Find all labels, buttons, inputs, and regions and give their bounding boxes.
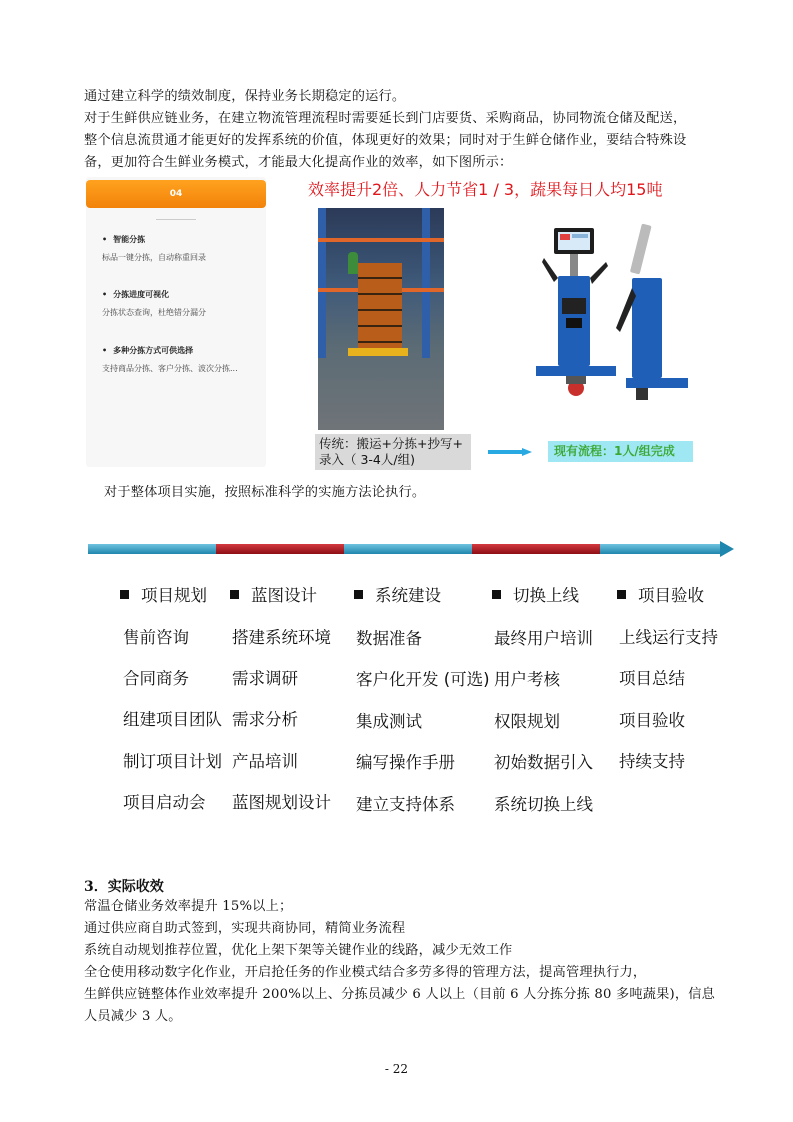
traditional-line: 录入（ 3-4人/组) xyxy=(319,452,415,467)
phase-task: 系统切换上线 xyxy=(494,795,593,814)
card-number-header: 04 xyxy=(86,180,266,208)
square-bullet-icon xyxy=(492,590,501,599)
phase-task: 需求调研 xyxy=(232,669,298,688)
feature-desc: 标品一键分拣，自动称重回录 xyxy=(102,253,206,262)
phase-segment xyxy=(88,544,216,554)
phase-header xyxy=(230,582,317,606)
phase-task: 蓝图规划设计 xyxy=(232,793,331,812)
traditional-process-box xyxy=(315,434,471,470)
phase-title: 切换上线 xyxy=(513,586,579,605)
result-line: 系统自动规划推荐位置，优化上架下架等关键作业的线路，减少无效工作 xyxy=(84,943,513,958)
rack-post xyxy=(318,208,326,358)
phase-task: 建立支持体系 xyxy=(356,795,455,814)
phase-header xyxy=(354,582,441,606)
phase-title: 系统建设 xyxy=(375,586,441,605)
feature-title: • 多种分拣方式可供选择 xyxy=(102,345,238,356)
result-line: 生鲜供应链整体作业效率提升 200%以上、分拣员减少 6 人以上（目前 6 人分拣分拣 80 多吨蔬果)，信息 xyxy=(84,987,716,1002)
phase-task: 上线运行支持 xyxy=(619,628,718,647)
intro-line: 通过建立科学的绩效制度，保持业务长期稳定的运行。 xyxy=(84,89,406,104)
feature-item xyxy=(102,345,238,374)
traditional-line: 传统：搬运+分拣+抄写+ xyxy=(319,436,463,451)
phase-task: 制订项目计划 xyxy=(123,752,222,771)
phase-task: 产品培训 xyxy=(232,752,298,771)
feature-desc: 支持商品分拣、客户分拣、波次分拣... xyxy=(102,364,238,373)
phase-task: 编写操作手册 xyxy=(356,753,455,772)
phase-task: 搭建系统环境 xyxy=(232,628,331,647)
phase-task: 权限规划 xyxy=(494,712,560,731)
page-number: - 22 xyxy=(384,1062,409,1076)
feature-item xyxy=(102,234,206,263)
pallet-jack xyxy=(348,348,408,356)
phase-title: 蓝图设计 xyxy=(251,586,317,605)
phase-segment xyxy=(344,544,472,554)
phase-header xyxy=(492,582,579,606)
intro-line: 对于生鲜供应链业务，在建立物流管理流程时需要延长到门店要货、采购商品，协同物流仓储及配送， xyxy=(84,111,687,126)
worker-figure xyxy=(348,252,358,274)
phase-task: 需求分析 xyxy=(232,710,298,729)
phase-header xyxy=(617,582,704,606)
arrow-right-icon xyxy=(488,448,532,456)
phase-task: 项目启动会 xyxy=(123,793,206,812)
phase-task: 售前咨询 xyxy=(123,628,189,647)
phase-segment xyxy=(600,544,722,554)
phase-task: 集成测试 xyxy=(356,712,422,731)
result-line: 通过供应商自助式签到，实现共商协同，精简业务流程 xyxy=(84,921,406,936)
phase-title: 项目规划 xyxy=(141,586,207,605)
intro-paragraph xyxy=(84,86,714,174)
current-process-box: 现有流程：1人/组完成 xyxy=(548,441,693,462)
phase-task: 客户化开发 (可选) xyxy=(356,670,490,689)
phase-task: 项目总结 xyxy=(619,669,685,688)
phase-title: 项目验收 xyxy=(638,586,704,605)
phase-task: 最终用户培训 xyxy=(494,629,593,648)
feature-title: • 智能分拣 xyxy=(102,234,206,245)
phase-task: 用户考核 xyxy=(494,670,560,689)
square-bullet-icon xyxy=(354,590,363,599)
phase-task: 初始数据引入 xyxy=(494,753,593,772)
warehouse-photo xyxy=(318,208,444,430)
result-line: 人员减少 3 人。 xyxy=(84,1009,182,1024)
results-paragraph xyxy=(84,896,714,1028)
crate-stack xyxy=(358,263,402,355)
result-line: 常温仓储业务效率提升 15%以上； xyxy=(84,899,293,914)
figure-headline: 效率提升2倍、人力节省1 / 3，蔬果每日人均15吨 xyxy=(308,180,663,199)
methodology-line: 对于整体项目实施，按照标准科学的实施方法论执行。 xyxy=(104,485,426,500)
square-bullet-icon xyxy=(120,590,129,599)
section-title: 3．实际收效 xyxy=(84,879,164,895)
phase-task: 持续支持 xyxy=(619,752,685,771)
phase-task: 合同商务 xyxy=(123,669,189,688)
feature-card xyxy=(86,177,266,467)
feature-item xyxy=(102,289,206,318)
square-bullet-icon xyxy=(230,590,239,599)
square-bullet-icon xyxy=(617,590,626,599)
phase-segment xyxy=(216,544,344,554)
phase-task: 组建项目团队 xyxy=(123,710,222,729)
intro-line: 备，更加符合生鲜业务模式，才能最大化提高作业的效率，如下图所示： xyxy=(84,155,513,170)
rack-beam xyxy=(318,238,444,242)
phase-segment xyxy=(472,544,600,554)
feature-desc: 分拣状态查询，杜绝错分漏分 xyxy=(102,308,206,317)
phase-task: 项目验收 xyxy=(619,711,685,730)
rack-post xyxy=(422,208,430,358)
phase-task: 数据准备 xyxy=(356,629,422,648)
result-line: 全仓使用移动数字化作业，开启抢任务的作业模式结合多劳多得的管理方法，提高管理执行力， xyxy=(84,965,647,980)
sorting-machine-image xyxy=(536,218,688,408)
feature-title: • 分拣进度可视化 xyxy=(102,289,206,300)
phase-timeline-bar xyxy=(88,541,734,557)
intro-line: 整个信息流贯通才能更好的发挥系统的价值，体现更好的效果；同时对于生鲜仓储作业，要结合特殊设 xyxy=(84,133,687,148)
card-divider xyxy=(156,219,196,220)
phase-header xyxy=(120,582,207,606)
arrow-head-icon xyxy=(720,541,734,557)
